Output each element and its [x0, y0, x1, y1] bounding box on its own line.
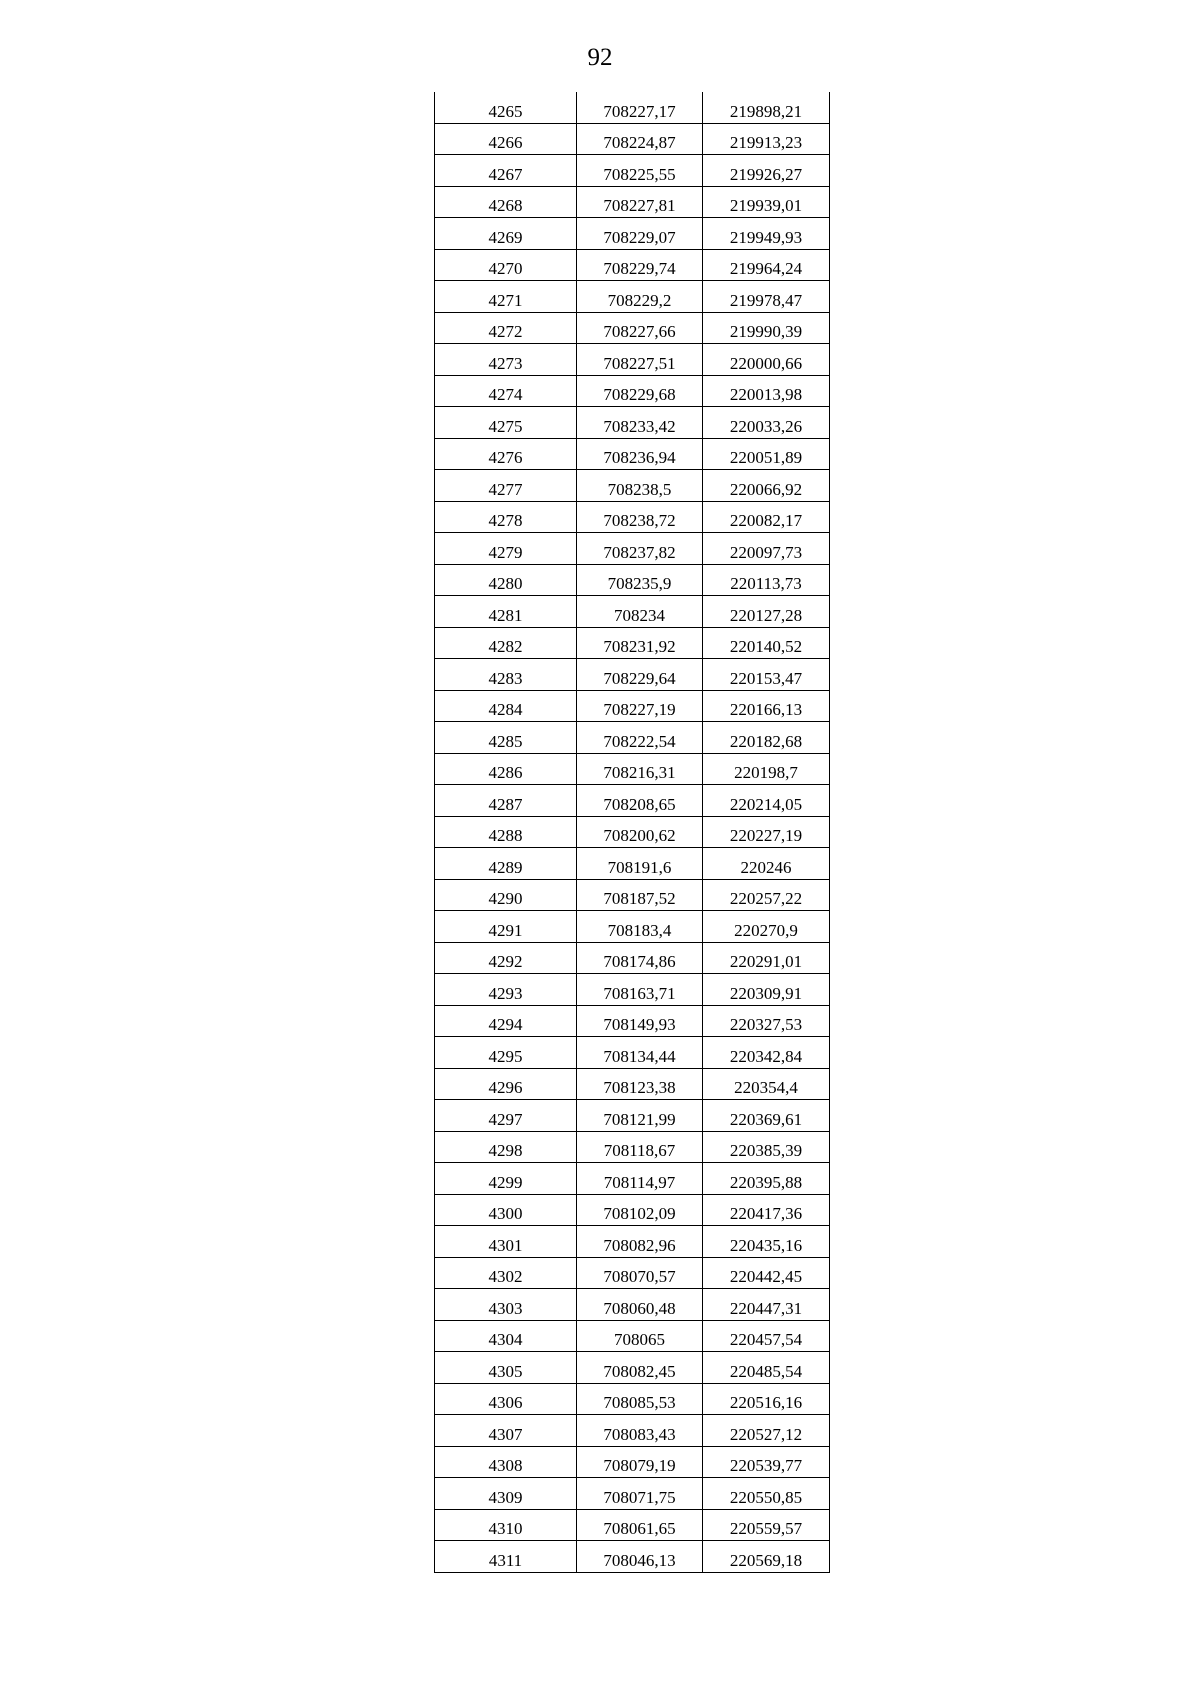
point-number-cell: 4293 — [435, 974, 577, 1006]
point-number-cell: 4296 — [435, 1068, 577, 1100]
table-row — [435, 312, 830, 344]
y-coordinate-cell: 220140,52 — [703, 627, 830, 659]
x-coordinate-cell: 708233,42 — [577, 407, 703, 439]
table-row — [435, 218, 830, 250]
point-number-cell: 4305 — [435, 1352, 577, 1384]
table-row — [435, 1320, 830, 1352]
table-row — [435, 1289, 830, 1321]
x-coordinate-cell: 708222,54 — [577, 722, 703, 754]
x-coordinate-cell: 708187,52 — [577, 879, 703, 911]
y-coordinate-cell: 219949,93 — [703, 218, 830, 250]
table-row — [435, 627, 830, 659]
table-row — [435, 470, 830, 502]
x-coordinate-cell: 708121,99 — [577, 1100, 703, 1132]
x-coordinate-cell: 708231,92 — [577, 627, 703, 659]
x-coordinate-cell: 708227,51 — [577, 344, 703, 376]
x-coordinate-cell: 708229,2 — [577, 281, 703, 313]
y-coordinate-cell: 220097,73 — [703, 533, 830, 565]
table-row — [435, 92, 830, 123]
point-number-cell: 4303 — [435, 1289, 577, 1321]
y-coordinate-cell: 220550,85 — [703, 1478, 830, 1510]
point-number-cell: 4282 — [435, 627, 577, 659]
table-row — [435, 438, 830, 470]
y-coordinate-cell: 220309,91 — [703, 974, 830, 1006]
x-coordinate-cell: 708238,72 — [577, 501, 703, 533]
y-coordinate-cell: 219926,27 — [703, 155, 830, 187]
table-row — [435, 942, 830, 974]
table-row — [435, 501, 830, 533]
table-row — [435, 785, 830, 817]
x-coordinate-cell: 708118,67 — [577, 1131, 703, 1163]
x-coordinate-cell: 708235,9 — [577, 564, 703, 596]
x-coordinate-cell: 708227,81 — [577, 186, 703, 218]
point-number-cell: 4301 — [435, 1226, 577, 1258]
x-coordinate-cell: 708208,65 — [577, 785, 703, 817]
x-coordinate-cell: 708216,31 — [577, 753, 703, 785]
y-coordinate-cell: 220000,66 — [703, 344, 830, 376]
x-coordinate-cell: 708082,45 — [577, 1352, 703, 1384]
y-coordinate-cell: 220153,47 — [703, 659, 830, 691]
point-number-cell: 4300 — [435, 1194, 577, 1226]
x-coordinate-cell: 708114,97 — [577, 1163, 703, 1195]
table-row — [435, 1541, 830, 1573]
y-coordinate-cell: 220395,88 — [703, 1163, 830, 1195]
table-row — [435, 974, 830, 1006]
x-coordinate-cell: 708236,94 — [577, 438, 703, 470]
y-coordinate-cell: 220198,7 — [703, 753, 830, 785]
table-row — [435, 1415, 830, 1447]
x-coordinate-cell: 708224,87 — [577, 123, 703, 155]
table-row — [435, 1131, 830, 1163]
y-coordinate-cell: 220291,01 — [703, 942, 830, 974]
table-row — [435, 1005, 830, 1037]
point-number-cell: 4302 — [435, 1257, 577, 1289]
y-coordinate-cell: 220066,92 — [703, 470, 830, 502]
table-row — [435, 816, 830, 848]
point-number-cell: 4284 — [435, 690, 577, 722]
point-number-cell: 4307 — [435, 1415, 577, 1447]
y-coordinate-cell: 220013,98 — [703, 375, 830, 407]
y-coordinate-cell: 220270,9 — [703, 911, 830, 943]
x-coordinate-cell: 708070,57 — [577, 1257, 703, 1289]
x-coordinate-cell: 708046,13 — [577, 1541, 703, 1573]
y-coordinate-cell: 220516,16 — [703, 1383, 830, 1415]
x-coordinate-cell: 708229,07 — [577, 218, 703, 250]
x-coordinate-cell: 708191,6 — [577, 848, 703, 880]
point-number-cell: 4273 — [435, 344, 577, 376]
point-number-cell: 4306 — [435, 1383, 577, 1415]
table-row — [435, 1352, 830, 1384]
y-coordinate-cell: 220082,17 — [703, 501, 830, 533]
x-coordinate-cell: 708238,5 — [577, 470, 703, 502]
table-row — [435, 249, 830, 281]
x-coordinate-cell: 708083,43 — [577, 1415, 703, 1447]
table-row — [435, 281, 830, 313]
point-number-cell: 4311 — [435, 1541, 577, 1573]
point-number-cell: 4279 — [435, 533, 577, 565]
table-row — [435, 407, 830, 439]
point-number-cell: 4304 — [435, 1320, 577, 1352]
y-coordinate-cell: 220442,45 — [703, 1257, 830, 1289]
x-coordinate-cell: 708234 — [577, 596, 703, 628]
table-row — [435, 911, 830, 943]
point-number-cell: 4275 — [435, 407, 577, 439]
y-coordinate-cell: 219990,39 — [703, 312, 830, 344]
point-number-cell: 4295 — [435, 1037, 577, 1069]
table-row — [435, 155, 830, 187]
table-row — [435, 1446, 830, 1478]
y-coordinate-cell: 220569,18 — [703, 1541, 830, 1573]
point-number-cell: 4288 — [435, 816, 577, 848]
y-coordinate-cell: 220166,13 — [703, 690, 830, 722]
x-coordinate-cell: 708065 — [577, 1320, 703, 1352]
point-number-cell: 4267 — [435, 155, 577, 187]
y-coordinate-cell: 219913,23 — [703, 123, 830, 155]
y-coordinate-cell: 220051,89 — [703, 438, 830, 470]
table-row — [435, 1163, 830, 1195]
y-coordinate-cell: 220485,54 — [703, 1352, 830, 1384]
point-number-cell: 4276 — [435, 438, 577, 470]
x-coordinate-cell: 708229,74 — [577, 249, 703, 281]
y-coordinate-cell: 220457,54 — [703, 1320, 830, 1352]
table-row — [435, 596, 830, 628]
table-row — [435, 123, 830, 155]
x-coordinate-cell: 708229,68 — [577, 375, 703, 407]
y-coordinate-cell: 220559,57 — [703, 1509, 830, 1541]
y-coordinate-cell: 219898,21 — [703, 92, 830, 123]
table-row — [435, 1257, 830, 1289]
y-coordinate-cell: 219964,24 — [703, 249, 830, 281]
y-coordinate-cell: 220214,05 — [703, 785, 830, 817]
point-number-cell: 4285 — [435, 722, 577, 754]
x-coordinate-cell: 708183,4 — [577, 911, 703, 943]
point-number-cell: 4309 — [435, 1478, 577, 1510]
table-row — [435, 564, 830, 596]
table-row — [435, 1478, 830, 1510]
point-number-cell: 4270 — [435, 249, 577, 281]
point-number-cell: 4286 — [435, 753, 577, 785]
table-row — [435, 690, 830, 722]
table-row — [435, 1509, 830, 1541]
y-coordinate-cell: 220113,73 — [703, 564, 830, 596]
x-coordinate-cell: 708227,19 — [577, 690, 703, 722]
x-coordinate-cell: 708225,55 — [577, 155, 703, 187]
x-coordinate-cell: 708079,19 — [577, 1446, 703, 1478]
table-row — [435, 722, 830, 754]
point-number-cell: 4291 — [435, 911, 577, 943]
x-coordinate-cell: 708134,44 — [577, 1037, 703, 1069]
point-number-cell: 4298 — [435, 1131, 577, 1163]
point-number-cell: 4292 — [435, 942, 577, 974]
table-row — [435, 344, 830, 376]
point-number-cell: 4308 — [435, 1446, 577, 1478]
table-row — [435, 375, 830, 407]
table-row — [435, 186, 830, 218]
y-coordinate-cell: 220447,31 — [703, 1289, 830, 1321]
point-number-cell: 4268 — [435, 186, 577, 218]
y-coordinate-cell: 220539,77 — [703, 1446, 830, 1478]
point-number-cell: 4274 — [435, 375, 577, 407]
point-number-cell: 4289 — [435, 848, 577, 880]
y-coordinate-cell: 220385,39 — [703, 1131, 830, 1163]
point-number-cell: 4277 — [435, 470, 577, 502]
x-coordinate-cell: 708085,53 — [577, 1383, 703, 1415]
y-coordinate-cell: 219939,01 — [703, 186, 830, 218]
point-number-cell: 4269 — [435, 218, 577, 250]
table-row — [435, 1100, 830, 1132]
point-number-cell: 4290 — [435, 879, 577, 911]
table-row — [435, 1194, 830, 1226]
point-number-cell: 4310 — [435, 1509, 577, 1541]
table-row — [435, 1383, 830, 1415]
point-number-cell: 4272 — [435, 312, 577, 344]
x-coordinate-cell: 708071,75 — [577, 1478, 703, 1510]
y-coordinate-cell: 220033,26 — [703, 407, 830, 439]
point-number-cell: 4278 — [435, 501, 577, 533]
point-number-cell: 4283 — [435, 659, 577, 691]
table-row — [435, 848, 830, 880]
point-number-cell: 4287 — [435, 785, 577, 817]
point-number-cell: 4271 — [435, 281, 577, 313]
x-coordinate-cell: 708229,64 — [577, 659, 703, 691]
y-coordinate-cell: 220127,28 — [703, 596, 830, 628]
x-coordinate-cell: 708060,48 — [577, 1289, 703, 1321]
coordinates-table — [434, 92, 830, 1573]
x-coordinate-cell: 708227,66 — [577, 312, 703, 344]
point-number-cell: 4299 — [435, 1163, 577, 1195]
point-number-cell: 4297 — [435, 1100, 577, 1132]
table-row — [435, 1037, 830, 1069]
y-coordinate-cell: 220527,12 — [703, 1415, 830, 1447]
y-coordinate-cell: 220257,22 — [703, 879, 830, 911]
point-number-cell: 4294 — [435, 1005, 577, 1037]
table-row — [435, 879, 830, 911]
point-number-cell: 4281 — [435, 596, 577, 628]
table-row — [435, 1068, 830, 1100]
y-coordinate-cell: 220342,84 — [703, 1037, 830, 1069]
point-number-cell: 4265 — [435, 92, 577, 123]
y-coordinate-cell: 220182,68 — [703, 722, 830, 754]
x-coordinate-cell: 708237,82 — [577, 533, 703, 565]
x-coordinate-cell: 708123,38 — [577, 1068, 703, 1100]
point-number-cell: 4266 — [435, 123, 577, 155]
point-number-cell: 4280 — [435, 564, 577, 596]
x-coordinate-cell: 708163,71 — [577, 974, 703, 1006]
y-coordinate-cell: 220435,16 — [703, 1226, 830, 1258]
y-coordinate-cell: 219978,47 — [703, 281, 830, 313]
x-coordinate-cell: 708102,09 — [577, 1194, 703, 1226]
y-coordinate-cell: 220246 — [703, 848, 830, 880]
table-row — [435, 533, 830, 565]
page-number: 92 — [587, 44, 613, 71]
x-coordinate-cell: 708174,86 — [577, 942, 703, 974]
x-coordinate-cell: 708061,65 — [577, 1509, 703, 1541]
x-coordinate-cell: 708082,96 — [577, 1226, 703, 1258]
x-coordinate-cell: 708200,62 — [577, 816, 703, 848]
x-coordinate-cell: 708149,93 — [577, 1005, 703, 1037]
table-row — [435, 659, 830, 691]
y-coordinate-cell: 220417,36 — [703, 1194, 830, 1226]
y-coordinate-cell: 220354,4 — [703, 1068, 830, 1100]
y-coordinate-cell: 220369,61 — [703, 1100, 830, 1132]
y-coordinate-cell: 220327,53 — [703, 1005, 830, 1037]
table-row — [435, 1226, 830, 1258]
coordinates-table-body — [435, 92, 830, 1572]
table-row — [435, 753, 830, 785]
x-coordinate-cell: 708227,17 — [577, 92, 703, 123]
y-coordinate-cell: 220227,19 — [703, 816, 830, 848]
